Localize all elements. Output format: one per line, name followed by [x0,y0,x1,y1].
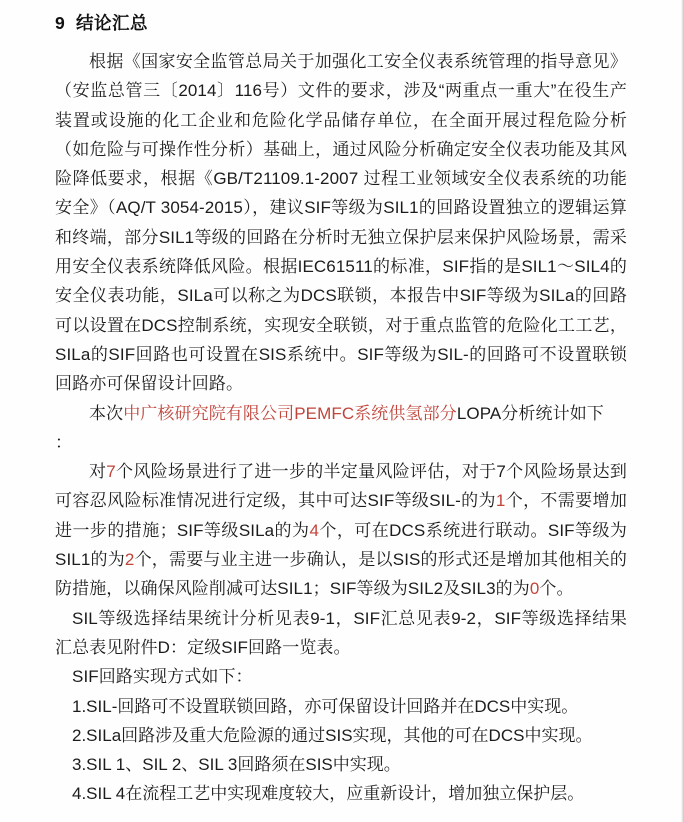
paragraph-background: 根据《国家安全监管总局关于加强化工安全仪表系统管理的指导意见》（安监总管三〔2014〕116号）文件的要求，涉及“两重点一重大”在役生产装置或设施的化工企业和危险化学品储存单位，在全面开展过程危险分析（如危险与可操作性分析）基础上，通过风险分析确定安全仪表功能及其风险降低要求，根据《GB/T21109.1-2007 过程工业领域安全仪表系统的功能安全》（AQ/T 3054-2015），建议SIF等级为SIL1的回路设置独立的逻辑运算和终端，部分SIL1等级的回路在分析时无独立保护层来保护风险场景，需采用安全仪表系统降低风险。根据IEC61511的标准，SIF指的是SIL1～SIL4的安全仪表功能，SILa可以称之为DCS联锁，本报告中SIF等级为SILa的回路可以设置在DCS控制系统，实现安全联锁，对于重点监管的危险化工工艺，SILa的SIF回路也可设置在SIS系统中。SIF等级为SIL-的回路可不设置联锁回路亦可保留设计回路。 [55,52,627,394]
paragraph-implementation-intro: SIF回路实现方式如下： [72,667,253,687]
list-item: 2.SILa回路涉及重大危险源的通过SIS实现，其他的可在DCS中实现。 [72,725,593,745]
stats-segment-4: 个，可在DCS系统进行联动。SIF等级为SIL1的为 [55,520,627,570]
stat-sila-count: 4 [309,520,320,540]
paragraph-statistics [55,457,627,603]
stat-total-scenarios: 7 [106,462,116,482]
paragraph-table-references: SIL等级选择结果统计分析见表9-1，SIF汇总见表9-2，SIF等级选择结果汇总表见附件D：定级SIF回路一览表。 [55,608,627,657]
list-item: 4.SIL 4在流程工艺中实现难度较大，应重新设计，增加独立保护层。 [72,784,585,804]
stats-segment-6: 个。 [539,579,574,599]
list-item: 3.SIL 1、SIL 2、SIL 3回路须在SIS中实现。 [72,755,401,775]
page-content [55,0,627,809]
list-item: 1.SIL-回路可不设置联锁回路，亦可保留设计回路并在DCS中实现。 [72,696,579,716]
company-scope-prefix: 本次 [89,403,124,423]
company-name-highlight: 中广核研究院有限公司PEMFC系统供氢部分 [123,403,457,423]
stat-sil1-count: 2 [124,550,135,570]
stats-segment-1: 对 [89,462,107,482]
stats-segment-3: 个，不需要增加进一步的措施；SIF等级SILa的为 [55,491,627,540]
page-title: 9 结论汇总 [55,13,148,33]
paragraph-company-scope [55,399,627,428]
stats-segment-2: 个风险场景进行了进一步的半定量风险评估，对于7个风险场景达到可容忍风险标准情况进行定级，其中可达SIF等级SIL-的为 [55,462,627,511]
stats-segment-5: 个，需要与业主进一步确认，是以SIS的形式还是增加其他相关的防措施，以确保风险削减可达SIL1；SIF等级为SIL2及SIL3的为 [55,550,627,599]
paragraph-colon-line: ： [55,432,73,452]
stat-sil2-sil3-count: 0 [529,579,540,599]
stat-sil-dash-count: 1 [495,491,506,511]
company-scope-suffix: LOPA分析统计如下 [456,403,604,423]
